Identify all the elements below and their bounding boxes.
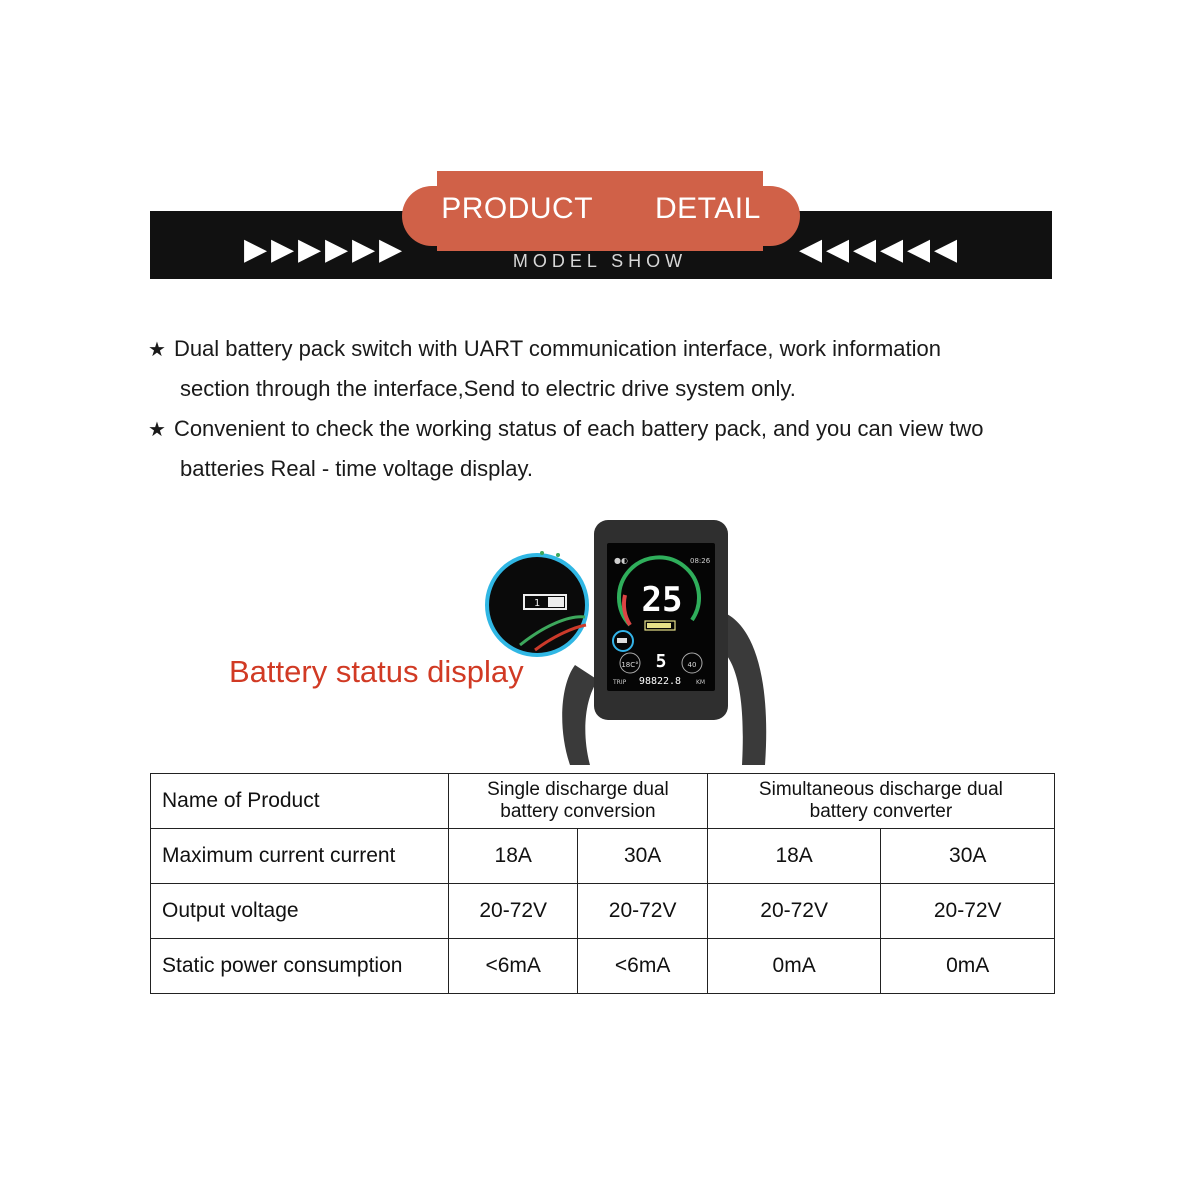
table-cell: 0mA <box>707 939 881 994</box>
header-name-cell: Name of Product <box>151 774 449 829</box>
table-cell: <6mA <box>578 939 707 994</box>
table-cell: 20-72V <box>449 884 578 939</box>
gear-value: 5 <box>655 651 667 672</box>
battery-status-icon <box>617 638 627 643</box>
row-label: Output voltage <box>151 884 449 939</box>
arrow-left-icon: ◀ <box>852 231 873 267</box>
table-cell: 30A <box>881 829 1055 884</box>
header-group-simultaneous <box>707 774 1054 829</box>
feature-item <box>148 409 1088 489</box>
feature-list <box>148 329 1088 489</box>
header-group-single <box>449 774 708 829</box>
spec-table <box>150 773 1055 994</box>
feature-line: Dual battery pack switch with UART communication interface, work information <box>173 336 941 361</box>
banner-title: PRODUCT DETAIL <box>441 192 761 225</box>
arrow-left-icon: ◀ <box>825 231 846 267</box>
temp-value: 18C° <box>621 661 639 669</box>
battery-status-caption: Battery status display <box>229 654 524 689</box>
table-row <box>151 829 1055 884</box>
table-cell: 20-72V <box>707 884 881 939</box>
header-group-line: battery conversion <box>500 801 656 822</box>
arrow-right-icon: ▶ <box>351 231 372 267</box>
table-cell: 0mA <box>881 939 1055 994</box>
arrow-left-icon: ◀ <box>879 231 900 267</box>
arrow-right-icon: ▶ <box>378 231 399 267</box>
trip-label: TRIP <box>613 679 627 686</box>
table-cell: 20-72V <box>881 884 1055 939</box>
feature-line: batteries Real - time voltage display. <box>180 456 533 481</box>
zoom-bubble <box>487 551 587 655</box>
right-arrows <box>795 232 957 266</box>
row-label: Static power consumption <box>151 939 449 994</box>
table-cell: 20-72V <box>578 884 707 939</box>
table-cell: 30A <box>578 829 707 884</box>
table-header-row <box>151 774 1055 829</box>
table-row <box>151 884 1055 939</box>
arrow-left-icon: ◀ <box>798 231 819 267</box>
status-icons: ●◐ <box>614 556 628 565</box>
level-value: 40 <box>687 661 697 669</box>
arrow-left-icon: ◀ <box>906 231 927 267</box>
star-icon: ★ <box>148 417 166 441</box>
arrow-right-icon: ▶ <box>324 231 345 267</box>
feature-line: Convenient to check the working status of each battery pack, and you can view two <box>173 416 984 441</box>
star-icon: ★ <box>148 337 166 361</box>
banner-subtitle: MODEL SHOW <box>512 251 688 271</box>
header-group-line: battery converter <box>809 801 953 822</box>
table-cell: 18A <box>449 829 578 884</box>
left-arrows <box>240 232 402 266</box>
trip-value: 98822.8 <box>638 676 682 687</box>
table-cell: <6mA <box>449 939 578 994</box>
arrow-right-icon: ▶ <box>297 231 318 267</box>
arrow-right-icon: ▶ <box>270 231 291 267</box>
battery-fill <box>647 623 671 628</box>
arrow-right-icon: ▶ <box>243 231 264 267</box>
feature-line: section through the interface,Send to electric drive system only. <box>180 376 796 401</box>
speed-value: 25 <box>641 580 683 620</box>
header-group-line: Simultaneous discharge dual <box>758 779 1003 800</box>
row-label: Maximum current current <box>151 829 449 884</box>
trip-unit: KM <box>696 679 706 686</box>
table-row <box>151 939 1055 994</box>
feature-item <box>148 329 1088 409</box>
table-cell: 18A <box>707 829 881 884</box>
zoom-battery-label: 1 <box>533 598 541 609</box>
arrow-left-icon: ◀ <box>933 231 954 267</box>
header-group-line: Single discharge dual <box>487 779 669 800</box>
display-device <box>480 515 790 770</box>
status-clock: 08:26 <box>690 557 711 565</box>
